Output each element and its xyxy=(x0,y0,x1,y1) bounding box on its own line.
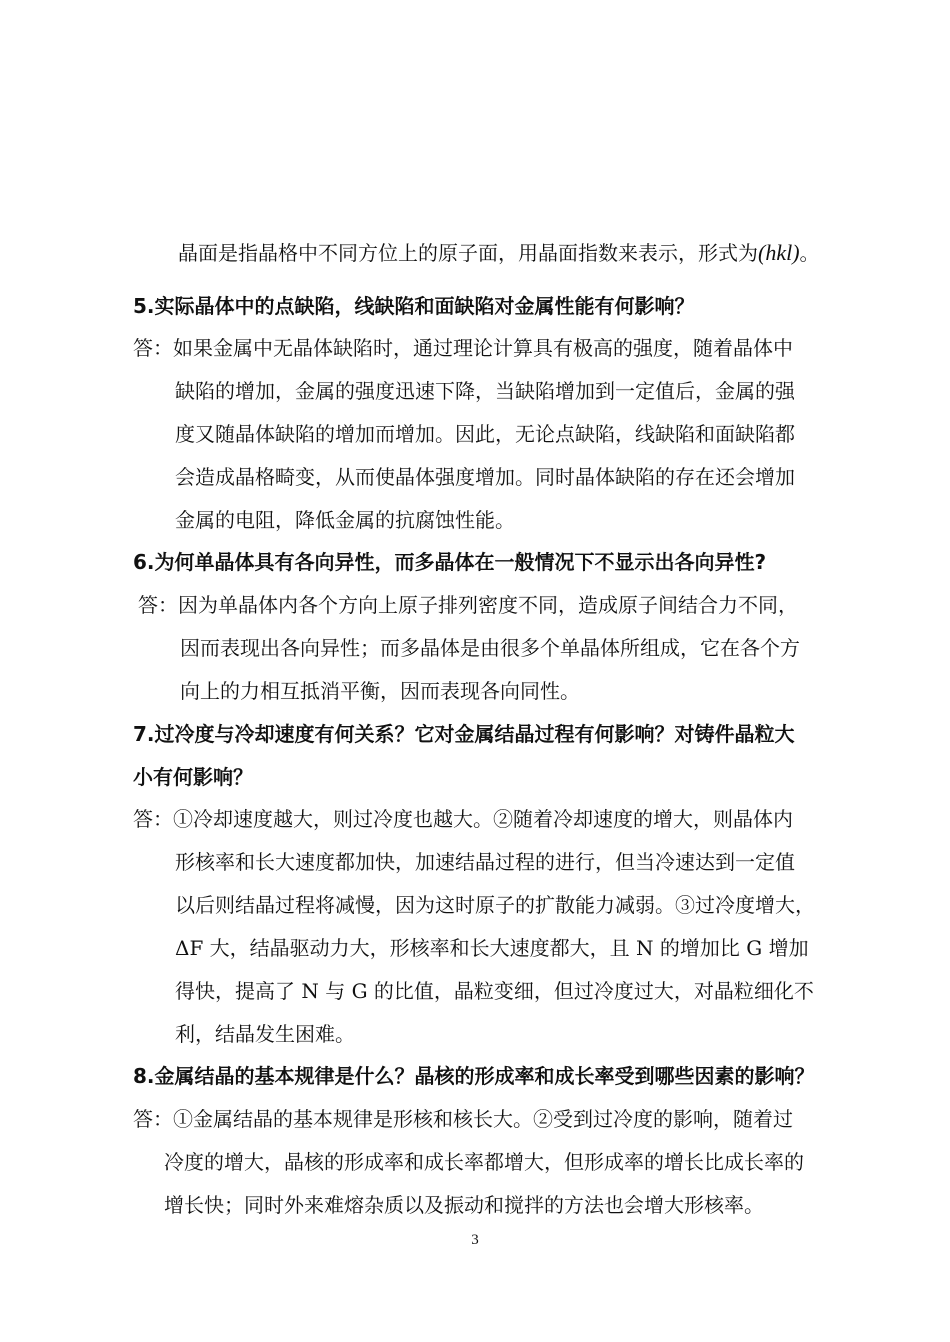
answer-6-line-2: 因而表现出各向异性；而多晶体是由很多个单晶体所组成，它在各个方 xyxy=(180,636,800,660)
question-5: 5.实际晶体中的点缺陷，线缺陷和面缺陷对金属性能有何影响？ xyxy=(133,294,695,318)
answer-7-line-5: 得快，提高了 N 与 G 的比值，晶粒变细，但过冷度过大，对晶粒细化不 xyxy=(175,979,814,1003)
answer-5-line-3: 度又随晶体缺陷的增加而增加。因此，无论点缺陷，线缺陷和面缺陷都 xyxy=(175,422,795,446)
question-7-line-1: 7.过冷度与冷却速度有何关系？它对金属结晶过程有何影响？对铸件晶粒大 xyxy=(133,722,795,746)
answer-6-line-3: 向上的力相互抵消平衡，因而表现各向同性。 xyxy=(180,679,580,703)
answer-7-line-1: 答：①冷却速度越大，则过冷度也越大。②随着冷却速度的增大，则晶体内 xyxy=(133,807,793,831)
question-7-line-2: 小有何影响？ xyxy=(133,765,253,789)
answer-8-line-3: 增长快；同时外来难熔杂质以及振动和搅拌的方法也会增大形核率。 xyxy=(164,1193,764,1217)
answer-8-line-1: 答：①金属结晶的基本规律是形核和核长大。②受到过冷度的影响，随着过 xyxy=(133,1107,793,1131)
intro-end: 。 xyxy=(799,241,820,265)
intro-paragraph xyxy=(178,241,820,265)
answer-5-line-5: 金属的电阻，降低金属的抗腐蚀性能。 xyxy=(175,508,515,532)
page-number: 3 xyxy=(471,1232,479,1248)
hkl-formula: (hkl) xyxy=(758,240,800,265)
answer-5-line-4: 会造成晶格畸变，从而使晶体强度增加。同时晶体缺陷的存在还会增加 xyxy=(175,465,795,489)
answer-5-line-1: 答：如果金属中无晶体缺陷时，通过理论计算具有极高的强度，随着晶体中 xyxy=(133,336,793,360)
answer-7-line-2: 形核率和长大速度都加快，加速结晶过程的进行，但当冷速达到一定值 xyxy=(175,850,795,874)
answer-7-line-3: 以后则结晶过程将减慢，因为这时原子的扩散能力减弱。③过冷度增大， xyxy=(175,893,815,917)
answer-5-line-2: 缺陷的增加，金属的强度迅速下降，当缺陷增加到一定值后，金属的强 xyxy=(175,379,795,403)
question-8: 8.金属结晶的基本规律是什么？晶核的形成率和成长率受到哪些因素的影响？ xyxy=(133,1064,815,1088)
answer-7-line-6: 利，结晶发生困难。 xyxy=(175,1022,355,1046)
intro-text: 晶面是指晶格中不同方位上的原子面，用晶面指数来表示，形式为 xyxy=(178,241,758,265)
answer-6-line-1: 答：因为单晶体内各个方向上原子排列密度不同，造成原子间结合力不同， xyxy=(138,593,798,617)
question-6: 6.为何单晶体具有各向异性，而多晶体在一般情况下不显示出各向异性? xyxy=(133,550,767,574)
answer-7-line-4: ΔF 大，结晶驱动力大，形核率和长大速度都大，且 N 的增加比 G 增加 xyxy=(175,936,809,960)
answer-8-line-2: 冷度的增大，晶核的形成率和成长率都增大，但形成率的增长比成长率的 xyxy=(164,1150,804,1174)
